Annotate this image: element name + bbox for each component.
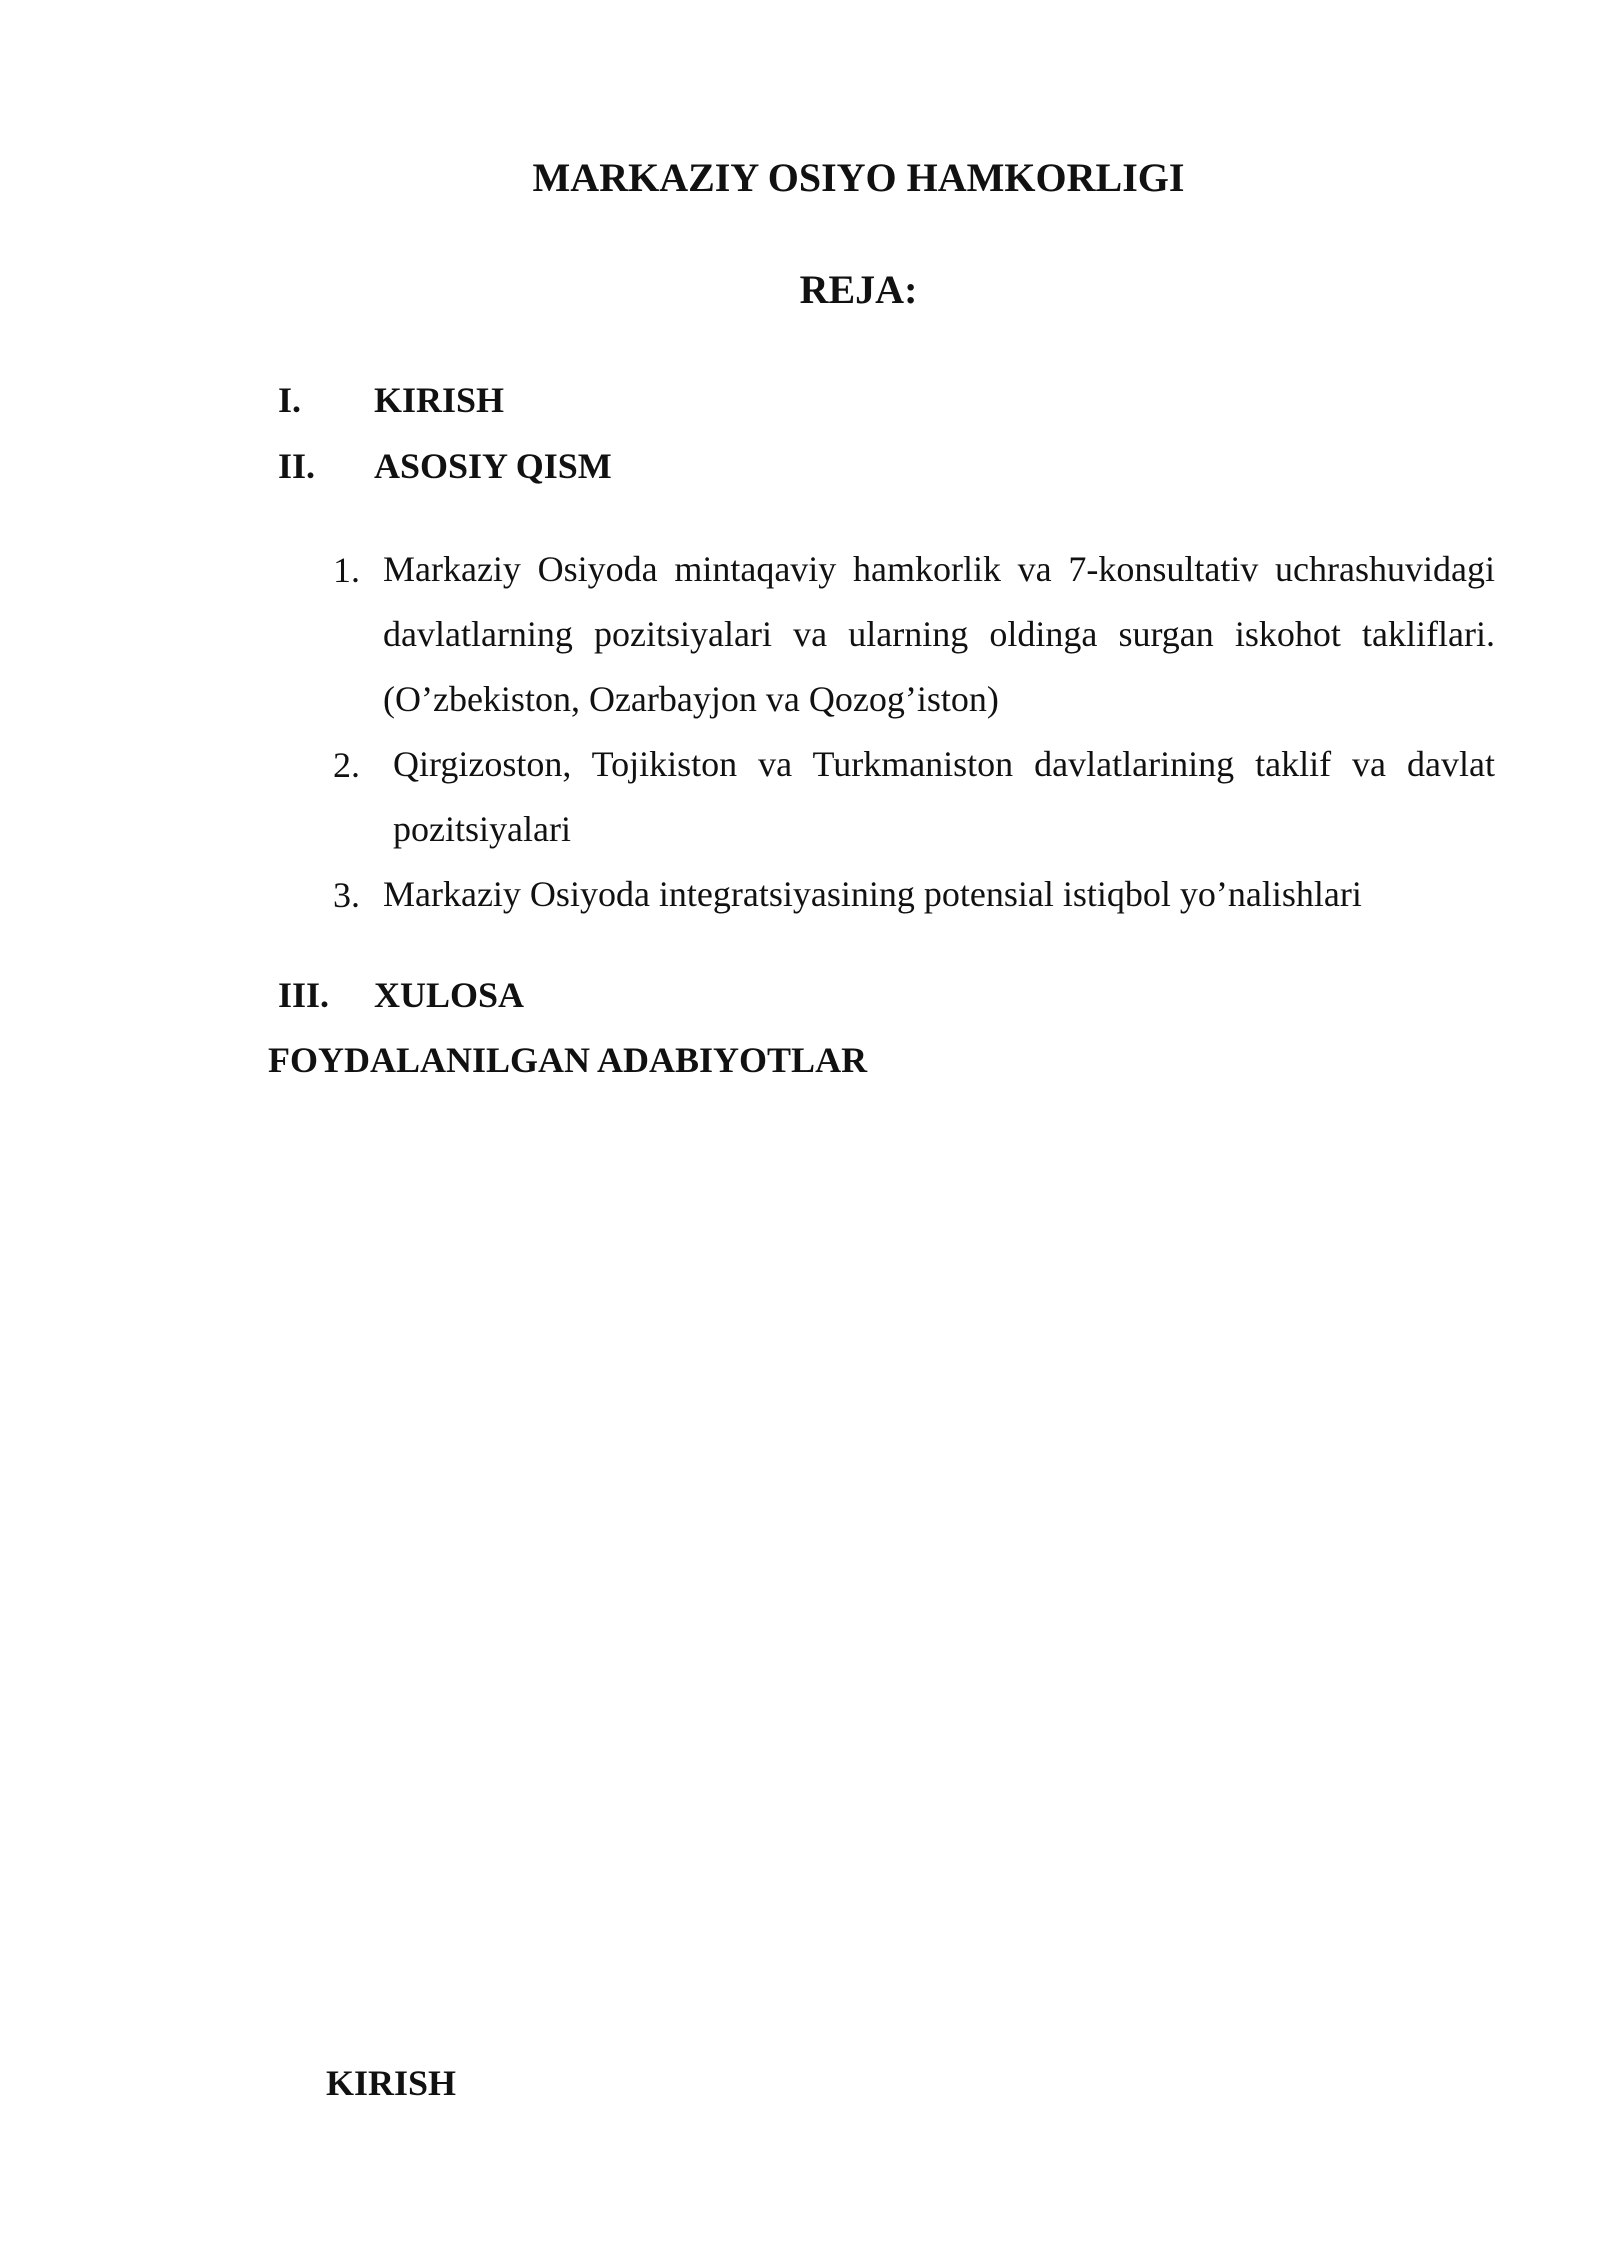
- section-numeral-2: II.: [278, 446, 316, 486]
- document-title: MARKAZIY OSIYO HAMKORLIGI: [532, 155, 1185, 200]
- kirish-heading: KIRISH: [326, 2063, 457, 2103]
- subsection-number-1: 1.: [333, 550, 360, 590]
- subsection-text-2: Qirgizoston, Tojikiston va Turkmaniston davlatlarining taklif va davlat pozitsiyalari: [393, 744, 1495, 849]
- section-label-asosiy-qism: ASOSIY QISM: [374, 446, 612, 486]
- section-label-xulosa: XULOSA: [374, 975, 525, 1015]
- plan-heading: REJA:: [799, 267, 918, 312]
- subsection-text-1: Markaziy Osiyoda mintaqaviy hamkorlik va 7-konsultativ uchrashuvidagi davlatlarning pozitsiyalari va ularning oldinga surgan iskohot takliflari. (O’zbekiston, Ozarbayjon va Qozog’iston): [383, 549, 1495, 719]
- literature-heading: FOYDALANILGAN ADABIYOTLAR: [268, 1040, 868, 1080]
- subsection-number-2: 2.: [333, 745, 360, 785]
- section-numeral-1: I.: [278, 380, 302, 420]
- section-numeral-3: III.: [278, 975, 330, 1015]
- subsection-number-3: 3.: [333, 875, 360, 915]
- section-label-kirish: KIRISH: [374, 380, 505, 420]
- subsection-text-3: Markaziy Osiyoda integratsiyasining potensial istiqbol yo’nalishlari: [383, 874, 1362, 914]
